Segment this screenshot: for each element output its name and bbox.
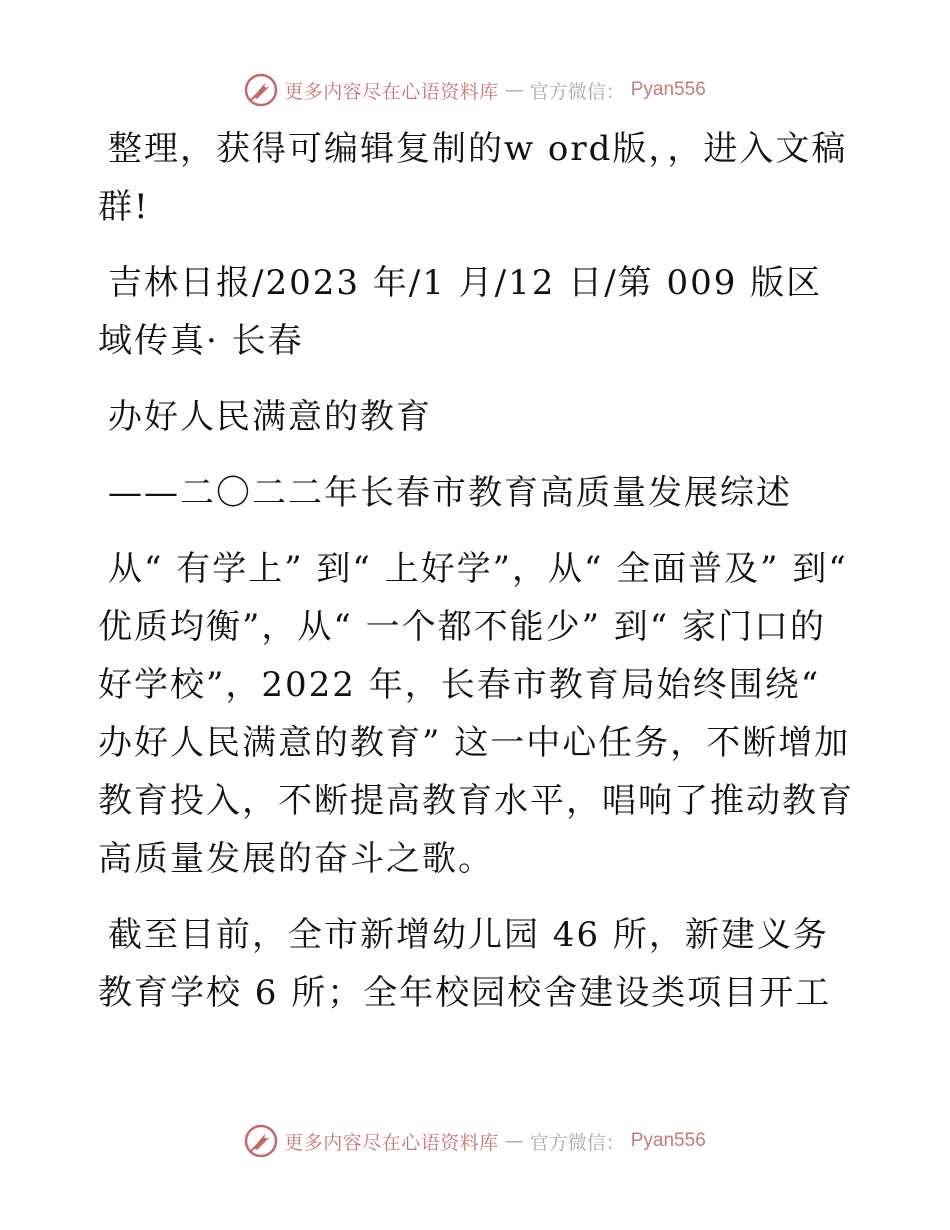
watermark-wechat-id: Pyan556 <box>630 1130 706 1151</box>
watermark-separator: — <box>504 79 524 101</box>
body-paragraph-1: 从“ 有学上” 到“ 上好学”，从“ 全面普及” 到“ 优质均衡”，从“ 一个都不能少” 到“ 家门口的好学校”，2022 年，长春市教育局始终围绕“ 办好人民满意的教育” 这一中心任务，不断增加教育投入，不断提高教育水平，唱响了推动教育高质量发展的奋斗之歌。 <box>98 549 854 879</box>
watermark-separator: — <box>504 1130 524 1152</box>
intro-paragraph: 整理，获得可编辑复制的w ord版，，进入文稿群! <box>98 129 848 227</box>
watermark-brand-text: 更多内容尽在心语资料库 <box>284 80 499 103</box>
article-title: 办好人民满意的教育 <box>108 397 432 437</box>
pen-nib-seal-icon <box>244 1124 278 1158</box>
header-watermark <box>0 70 950 110</box>
watermark-wechat-label: 官方微信： <box>529 1131 625 1154</box>
footer-watermark <box>0 1121 950 1161</box>
watermark-wechat-id: Pyan556 <box>630 79 706 100</box>
article-subtitle: ——二〇二二年长春市教育高质量发展综述 <box>108 473 792 513</box>
watermark-brand-text: 更多内容尽在心语资料库 <box>284 1131 499 1154</box>
pen-nib-seal-icon <box>244 73 278 107</box>
watermark-wechat-label: 官方微信： <box>529 80 625 103</box>
body-paragraph-2: 截至目前，全市新增幼儿园 46 所，新建义务教育学校 6 所；全年校园校舍建设类项目开工 <box>98 915 832 1013</box>
document-body <box>98 120 858 1022</box>
source-line: 吉林日报/2023 年/1 月/12 日/第 009 版区域传真· 长春 <box>98 263 823 361</box>
